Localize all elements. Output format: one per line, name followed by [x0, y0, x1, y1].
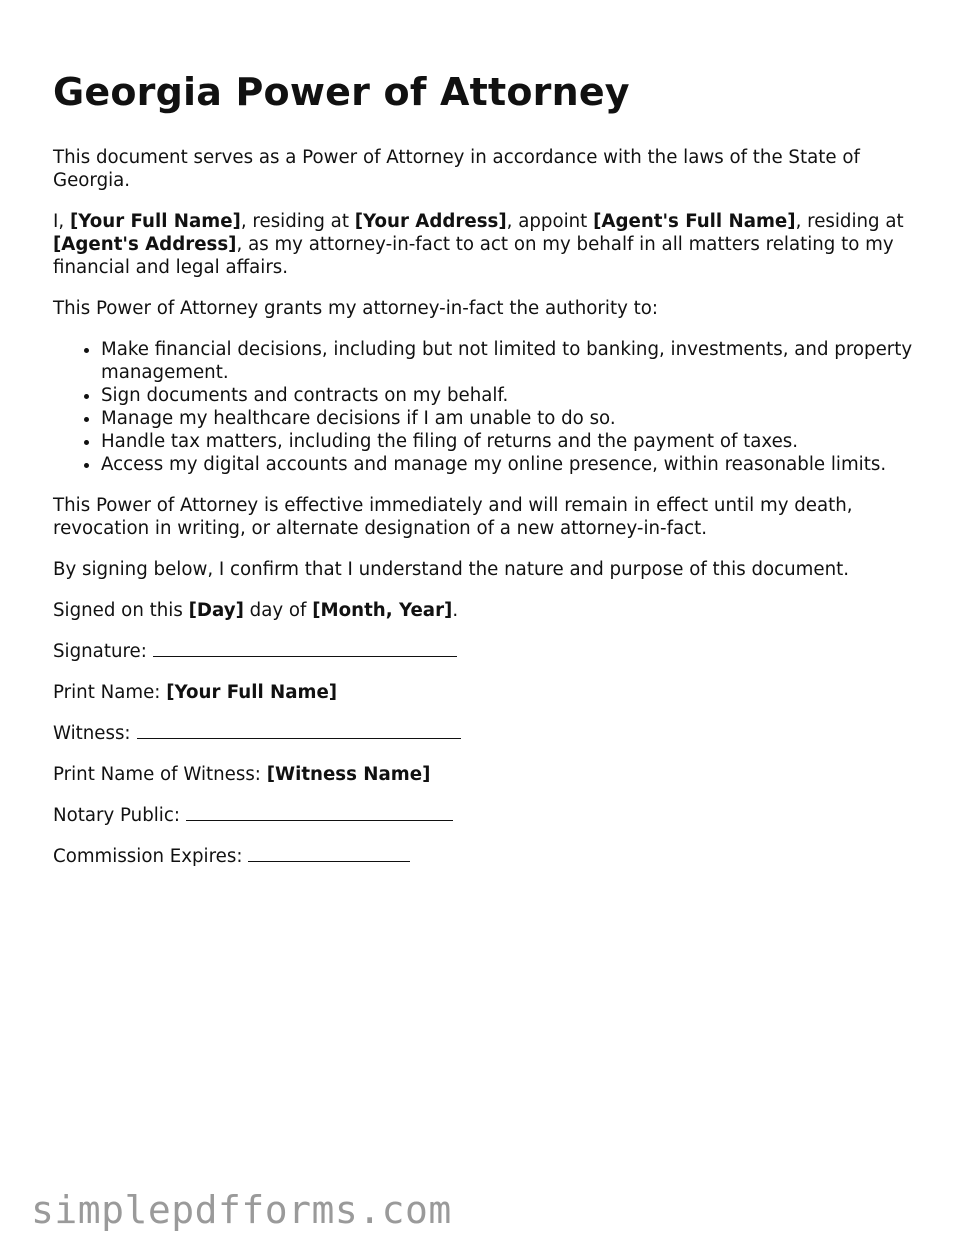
commission-label: Commission Expires: — [53, 846, 243, 867]
appointment-text: , residing at — [240, 211, 355, 232]
confirm-paragraph: By signing below, I confirm that I understand the nature and purpose of this document. — [53, 559, 850, 580]
witness-label: Witness: — [53, 723, 131, 744]
list-item: • Manage my healthcare decisions if I am unable to do so. — [101, 407, 928, 430]
list-item: • Access my digital accounts and manage my online presence, within reasonable limits. — [101, 453, 928, 476]
document-page — [53, 64, 928, 886]
signed-date-line — [53, 599, 928, 622]
appointment-text: I, — [53, 211, 70, 232]
signed-text: day of — [243, 600, 313, 621]
watermark: simplepdfforms.com — [31, 1188, 452, 1232]
month-year-placeholder: [Month, Year] — [312, 600, 453, 621]
agent-address-placeholder: [Agent's Address] — [53, 234, 237, 255]
signed-text: . — [452, 600, 459, 621]
your-full-name-placeholder: [Your Full Name] — [69, 211, 241, 232]
notary-row — [53, 804, 928, 827]
print-name-label: Print Name: — [53, 682, 167, 703]
appointment-text: , residing at — [795, 211, 904, 232]
signed-text: Signed on this — [53, 600, 189, 621]
effective-paragraph: This Power of Attorney is effective immediately and will remain in effect until my death, revocation in writing, or alternate designation of a new attorney-in-fact. — [53, 495, 853, 539]
witness-row — [53, 722, 928, 745]
appointment-text: , as my attorney-in-fact to act on my behalf in all matters relating to my financial and legal affairs. — [53, 234, 894, 278]
witness-signature-line[interactable] — [137, 722, 461, 739]
signature-label: Signature: — [53, 641, 147, 662]
witness-name-placeholder: [Witness Name] — [266, 764, 431, 785]
intro-paragraph: This document serves as a Power of Attorney in accordance with the laws of the State of Georgia. — [53, 147, 860, 191]
witness-name-row — [53, 763, 928, 786]
agent-name-placeholder: [Agent's Full Name] — [593, 211, 796, 232]
signature-line[interactable] — [153, 640, 457, 657]
your-address-placeholder: [Your Address] — [354, 211, 507, 232]
appointment-text: , appoint — [506, 211, 594, 232]
powers-list — [53, 338, 928, 476]
signature-row — [53, 640, 928, 663]
commission-row — [53, 845, 928, 868]
witness-name-label: Print Name of Witness: — [53, 764, 267, 785]
day-placeholder: [Day] — [188, 600, 244, 621]
list-item: • Sign documents and contracts on my behalf. — [101, 384, 928, 407]
print-name-placeholder: [Your Full Name] — [166, 682, 338, 703]
print-name-row — [53, 681, 928, 704]
commission-expiry-line[interactable] — [248, 845, 410, 862]
list-item: • Handle tax matters, including the filing of returns and the payment of taxes. — [101, 430, 928, 453]
grants-intro: This Power of Attorney grants my attorney-in-fact the authority to: — [53, 298, 658, 319]
document-title: Georgia Power of Attorney — [53, 70, 630, 114]
notary-label: Notary Public: — [53, 805, 180, 826]
appointment-paragraph — [53, 210, 928, 279]
notary-signature-line[interactable] — [186, 804, 453, 821]
list-item: • Make financial decisions, including but not limited to banking, investments, and property management. — [101, 338, 928, 384]
